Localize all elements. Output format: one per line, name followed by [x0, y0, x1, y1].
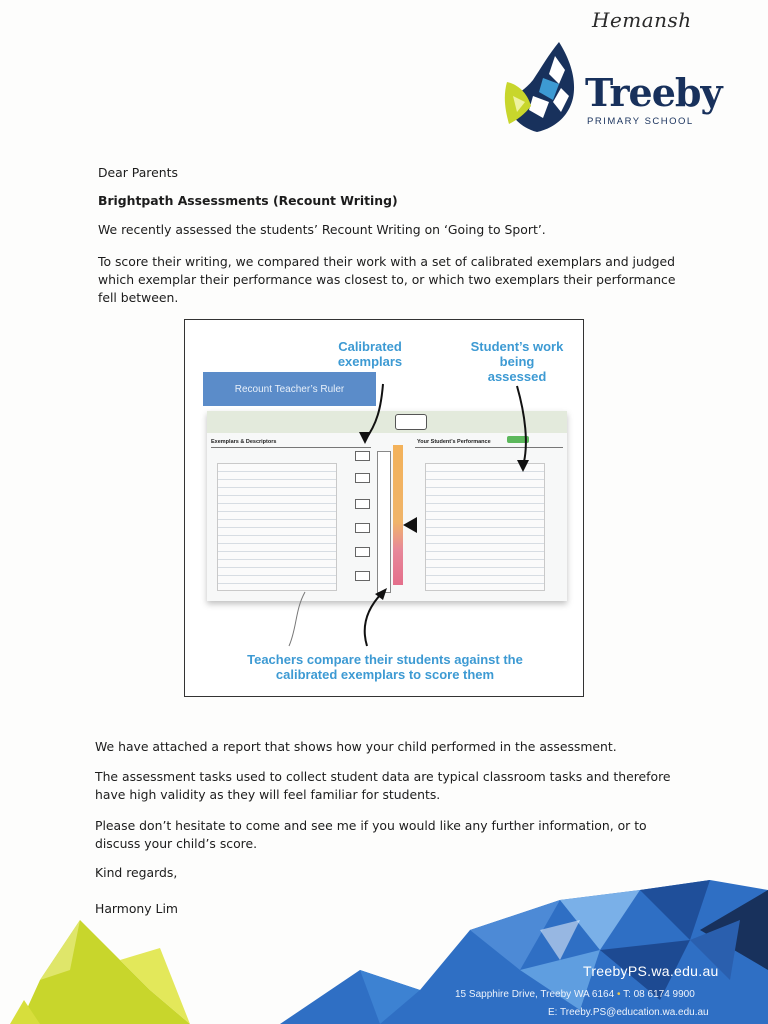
callout-arrows: [185, 320, 585, 698]
handwritten-student-name: Hemansh: [592, 8, 692, 32]
teachers-ruler-box: Recount Teacher’s Ruler: [203, 372, 376, 406]
school-subtitle: PRIMARY SCHOOL: [587, 116, 694, 127]
callout-calibrated-exemplars: Calibrated exemplars: [337, 339, 403, 369]
assessment-figure: [184, 319, 584, 697]
school-phone: T: 08 6174 9900: [623, 989, 695, 1000]
letter-heading: Brightpath Assessments (Recount Writing): [98, 193, 398, 208]
greeting: Dear Parents: [98, 165, 178, 180]
paragraph-3: We have attached a report that shows how your child performed in the assessment.: [95, 739, 617, 754]
school-website: TreebyPS.wa.edu.au: [583, 963, 719, 979]
school-email: E: Treeby.PS@education.wa.edu.au: [548, 1007, 709, 1018]
paragraph-2: To score their writing, we compared their work with a set of calibrated exemplars and judged which exemplar their performance was closest to, or which two exemplars their performance fell between.: [98, 254, 676, 305]
signature-name: Harmony Lim: [95, 901, 178, 916]
panel-right-title: Your Student’s Performance: [417, 439, 491, 445]
school-logo: [503, 40, 735, 135]
paragraph-4: The assessment tasks used to collect student data are typical classroom tasks and therefore have high validity as they will feel familiar for students.: [95, 769, 671, 802]
callout-student-work: Student’s work being assessed: [470, 339, 564, 384]
paragraph-1: We recently assessed the students’ Recount Writing on ‘Going to Sport’.: [98, 222, 546, 237]
school-address-line: [455, 989, 695, 1000]
school-address: 15 Sapphire Drive, Treeby WA 6164: [455, 989, 615, 1000]
leaf-emblem-icon: [503, 40, 585, 135]
sign-off: Kind regards,: [95, 865, 178, 880]
school-name: Treeby: [585, 70, 722, 115]
paragraph-5: Please don’t hesitate to come and see me if you would like any further information, or to discuss your child’s score.: [95, 818, 647, 851]
panel-left-title: Exemplars & Descriptors: [211, 439, 277, 445]
separator-dot-icon: •: [616, 989, 624, 1000]
callout-compare: Teachers compare their students against the calibrated exemplars to score them: [247, 652, 523, 682]
